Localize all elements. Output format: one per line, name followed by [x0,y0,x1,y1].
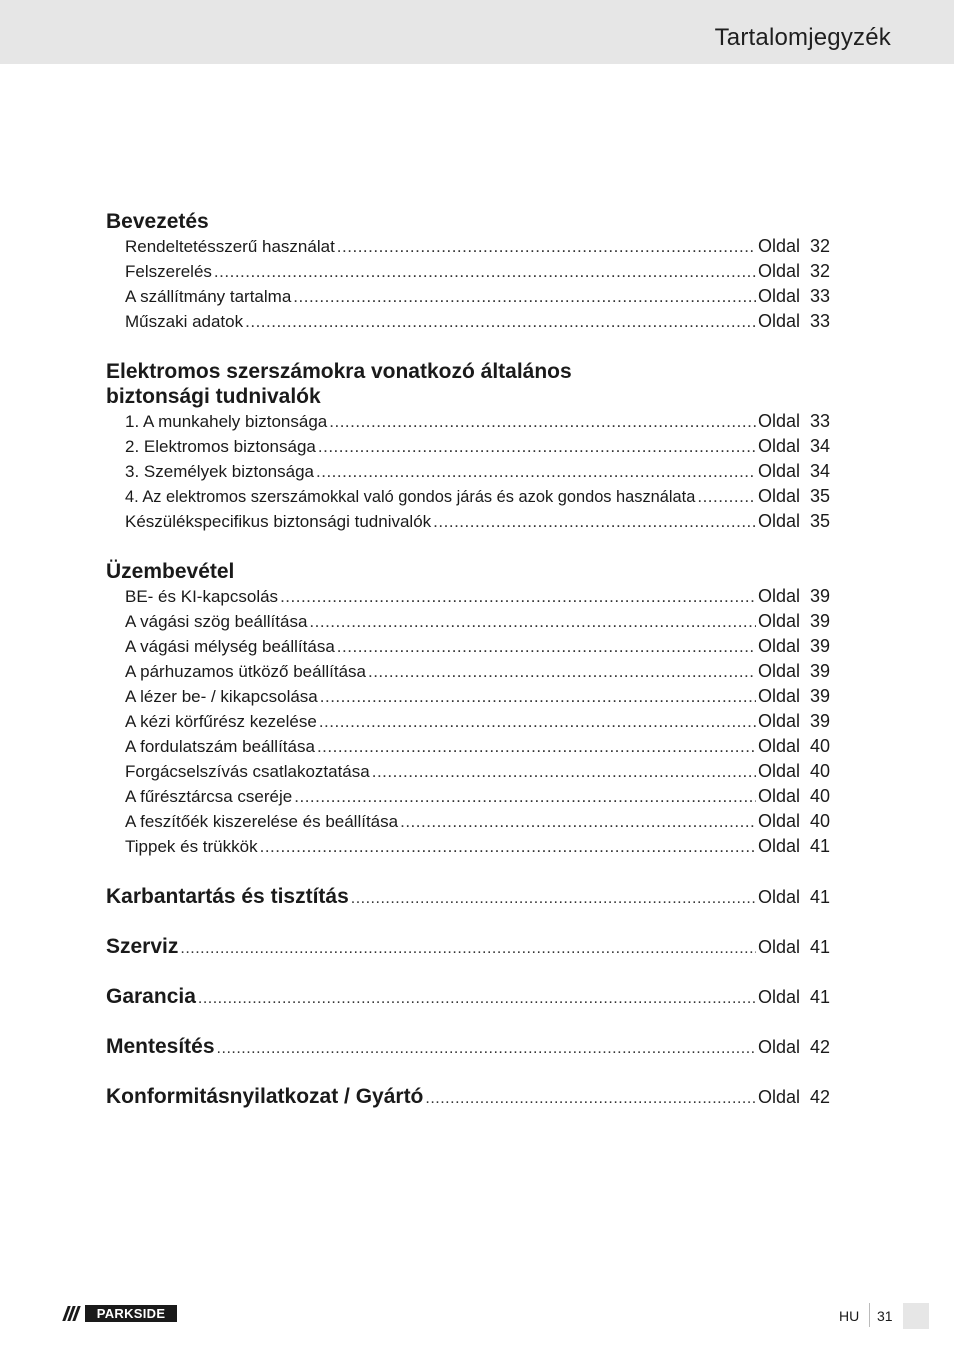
page-ref: Oldal 33 [758,311,831,331]
page-ref: Oldal 33 [758,286,831,306]
toc-section-safety [106,359,835,534]
language-code: HU [839,1308,860,1324]
toc-section-bevezetes [106,209,835,334]
leader-dots [318,434,756,459]
entry-label: 1. A munkahely biztonsága [125,412,328,431]
toc-entry[interactable] [125,509,835,534]
entry-label: A kézi körfűrész kezelése [125,712,317,731]
leader-dots [368,659,756,684]
leader-dots [400,809,756,834]
entry-label: Mentesítés [106,1035,215,1058]
entry-label: A szállítmány tartalma [125,287,292,306]
toc-top-entry-garancia[interactable] [106,984,835,1009]
leader-dots [293,284,756,309]
toc-entry[interactable] [125,459,835,484]
entry-label: Rendeltetésszerű használat [125,237,335,256]
leader-dots [337,234,756,259]
page-ref: Oldal 39 [758,686,831,706]
toc-entry[interactable] [125,709,835,734]
page-ref: Oldal 39 [758,711,831,731]
table-of-contents [106,209,835,1109]
toc-top-entry-szerviz[interactable] [106,934,835,959]
page-ref: Oldal 32 [758,236,831,256]
entry-label: A párhuzamos ütköző beállítása [125,662,366,681]
page-ref: Oldal 41 [758,937,831,957]
leader-dots [180,936,756,961]
page-ref: Oldal 35 [758,511,831,531]
page-ref: Oldal 39 [758,586,831,606]
page-ref: Oldal 35 [758,486,831,506]
footer-divider [869,1303,870,1327]
toc-entry[interactable] [125,234,835,259]
page-ref: Oldal 40 [758,736,831,756]
entry-label: 3. Személyek biztonsága [125,462,314,481]
page-ref: Oldal 39 [758,611,831,631]
page-header [0,0,954,64]
page-title: Tartalomjegyzék [714,24,891,51]
toc-top-entry-mentesites[interactable] [106,1034,835,1059]
entry-label: 4. Az elektromos szerszámokkal való gondos járás és azok gondos használata [125,488,696,506]
entry-label: BE- és KI-kapcsolás [125,587,279,606]
page-ref: Oldal 34 [758,461,831,481]
page-ref: Oldal 41 [758,836,831,856]
toc-entry[interactable] [125,759,835,784]
leader-dots [351,886,756,911]
entry-label: Felszerelés [125,262,212,281]
toc-entry[interactable] [125,734,835,759]
leader-dots [316,459,756,484]
toc-entry[interactable] [125,834,835,859]
page-ref: Oldal 41 [758,887,831,907]
entry-label: A fordulatszám beállítása [125,737,315,756]
entry-label: Konformitásnyilatkozat / Gyártó [106,1085,424,1108]
footer-tab-box [903,1303,929,1329]
page-ref: Oldal 34 [758,436,831,456]
entry-label: A fűrésztárcsa cseréje [125,787,293,806]
leader-dots [214,259,756,284]
leader-dots [372,759,756,784]
section-title: Üzembevétel [106,560,235,583]
toc-entry[interactable] [125,309,835,334]
toc-entry[interactable] [125,634,835,659]
section-title: Bevezetés [106,210,209,233]
toc-entry[interactable] [125,284,835,309]
leader-dots [198,986,756,1011]
toc-section-uzembevetel [106,559,835,859]
entry-label: A lézer be- / kikapcsolása [125,687,318,706]
toc-top-entry-konformitas[interactable] [106,1084,835,1109]
toc-entry[interactable] [125,684,835,709]
leader-dots [245,309,756,334]
entry-label: Garancia [106,985,196,1008]
leader-dots [317,734,756,759]
entry-label: A vágási mélység beállítása [125,637,335,656]
toc-entry[interactable] [125,659,835,684]
entry-label: 2. Elektromos biztonsága [125,437,316,456]
leader-dots [319,709,756,734]
entry-label: A feszítőék kiszerelése és beállítása [125,812,399,831]
page-number: 31 [877,1308,893,1324]
page-ref: Oldal 42 [758,1087,831,1107]
toc-entry[interactable] [125,434,835,459]
leader-dots [217,1036,756,1061]
page-ref: Oldal 40 [758,761,831,781]
toc-entry[interactable] [125,784,835,809]
leader-dots [280,584,756,609]
leader-dots [337,634,756,659]
leader-dots [697,484,756,509]
toc-entry[interactable] [125,259,835,284]
page-ref: Oldal 42 [758,1037,831,1057]
page-ref: Oldal 39 [758,661,831,681]
toc-entry[interactable] [125,609,835,634]
leader-dots [260,834,756,859]
leader-dots [309,609,756,634]
leader-dots [329,409,756,434]
leader-dots [425,1086,756,1111]
toc-top-entry-karbantartas[interactable] [106,884,835,909]
toc-entry[interactable] [125,409,835,434]
entry-label: Karbantartás és tisztítás [106,885,349,908]
toc-entry[interactable] [125,809,835,834]
page-ref: Oldal 39 [758,636,831,656]
entry-label: Műszaki adatok [125,312,244,331]
entry-label: A vágási szög beállítása [125,612,308,631]
toc-entry[interactable] [125,584,835,609]
page-ref: Oldal 33 [758,411,831,431]
section-title-line1: Elektromos szerszámokra vonatkozó általános [106,360,572,383]
entry-label: Szerviz [106,935,179,958]
leader-dots [320,684,756,709]
entry-label: Tippek és trükkök [125,837,258,856]
brand-name: PARKSIDE [85,1305,177,1322]
logo-stripes-icon [65,1305,85,1322]
entry-label: Készülékspecifikus biztonsági tudnivalók [125,512,432,531]
page-ref: Oldal 40 [758,786,831,806]
page-ref: Oldal 41 [758,987,831,1007]
leader-dots [294,784,756,809]
toc-entry[interactable] [125,484,835,509]
page-ref: Oldal 32 [758,261,831,281]
entry-label: Forgácselszívás csatlakoztatása [125,762,370,781]
page-ref: Oldal 40 [758,811,831,831]
brand-logo [65,1305,177,1322]
section-title-line2: biztonsági tudnivalók [106,385,321,408]
leader-dots [433,509,756,534]
